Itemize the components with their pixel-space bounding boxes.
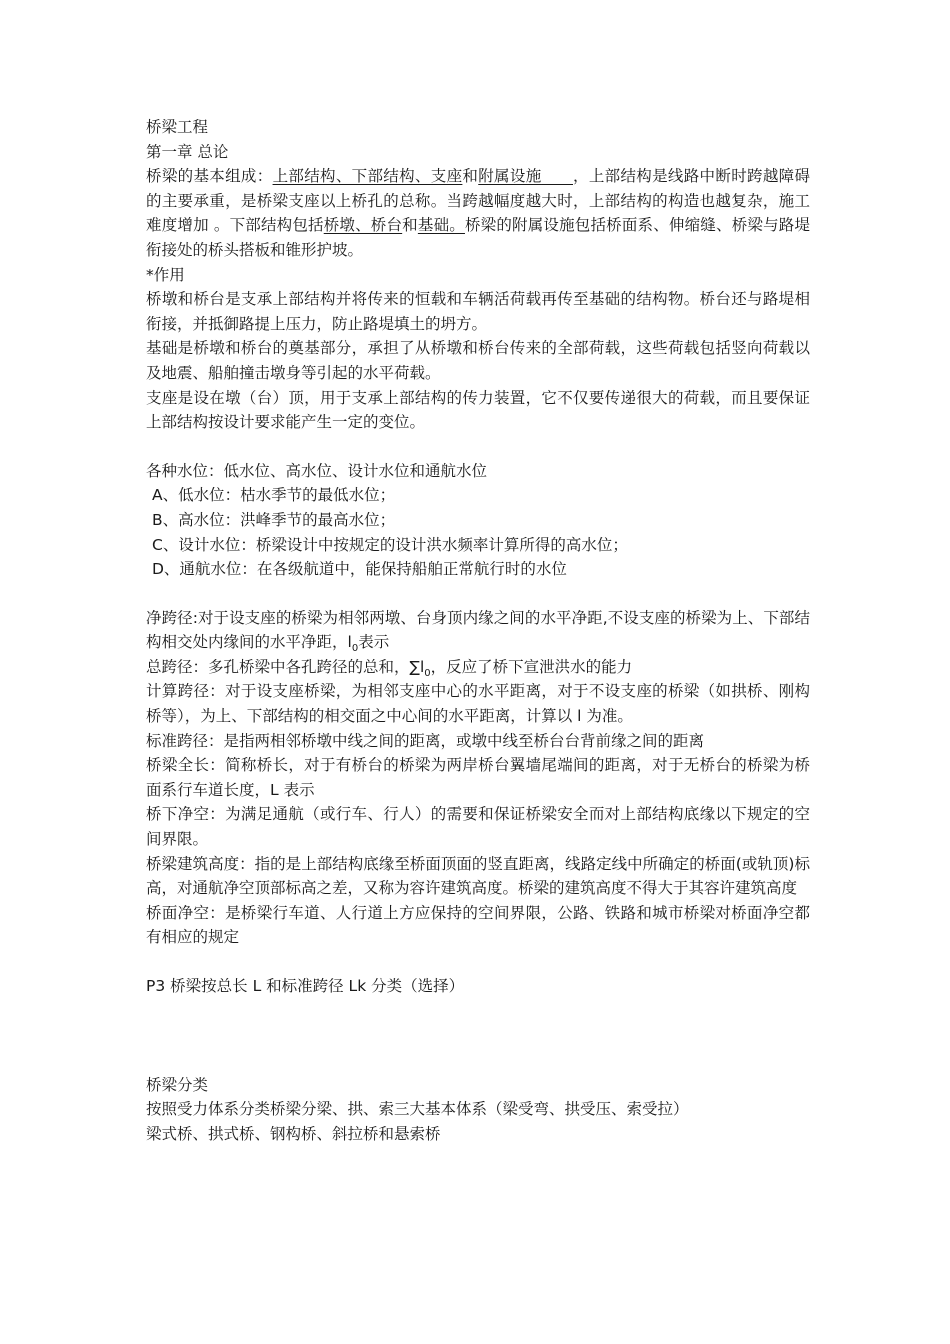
spacer [146, 950, 810, 974]
water-level-heading: 各种水位：低水位、高水位、设计水位和通航水位 [146, 461, 488, 480]
total-span-text: 总跨径：多孔桥梁中各孔跨径的总和，∑ [146, 657, 420, 676]
construction-height-definition: 桥梁建筑高度：指的是上部结构底缘至桥面顶面的竖直距离，线路定线中所确定的桥面(或轨顶)标高，对通航净空顶部标高之差，又称为容许建筑高度。桥梁的建筑高度不得大于其容许建筑高度 [146, 854, 810, 898]
composition-underline-2: 附属设施 [478, 167, 542, 186]
doc-title: 桥梁工程 [146, 118, 209, 136]
composition-underline-4: 基础。 [417, 216, 465, 235]
bridge-length-definition: 桥梁全长：简称桥长，对于有桥台的桥梁为两岸桥台翼墙尾端间的距离，对于无桥台的桥梁为桥面系行车道长度，L 表示 [146, 756, 810, 799]
p3-note: P3 桥梁按总长 L 和标准跨径 Lk 分类（选择） [146, 977, 465, 995]
standard-span-definition: 标准跨径：是指两相邻桥墩中线之间的距离，或墩中线至桥台台背前缘之间的距离 [146, 731, 705, 750]
composition-blank [542, 167, 573, 185]
calculated-span-definition: 计算跨径：对于设支座桥梁，为相邻支座中心的水平距离，对于不设支座的桥梁（如拱桥、刚构桥等），为上、下部结构的相交面之中心间的水平距离，计算以 l 为准。 [146, 682, 810, 726]
water-level-item: C、设计水位：桥梁设计中按规定的设计洪水频率计算所得的高水位； [152, 535, 628, 554]
composition-underline-3: 桥墩、桥台 [323, 216, 403, 235]
chapter-heading: 第一章 总论 [146, 142, 229, 161]
clear-span-definition [146, 606, 810, 655]
classification-line: 按照受力体系分类桥梁分梁、拱、索三大基本体系（梁受弯、拱受压、索受拉） [146, 1100, 689, 1119]
total-span-tail: ，反应了桥下宣泄洪水的能力 [430, 657, 633, 676]
role-paragraph-bearing: 支座是设在墩（台）顶，用于支承上部结构的传力装置，它不仅要传递很大的荷载，而且要保证上部结构按设计要求能产生一定的变位。 [146, 388, 810, 432]
clear-span-symbol: l [347, 633, 352, 652]
total-span-symbol: l [419, 657, 425, 676]
classification-heading: 桥梁分类 [146, 1075, 209, 1094]
composition-text-3: ，上部结构是线路中断时跨越障碍的主要承重，是桥梁支座以上桥孔的总称。当跨越幅度越大时，上部结构的构造也越复杂，施工难度增加 。下部结构包括 [146, 167, 810, 235]
total-span-definition [146, 655, 810, 680]
composition-text-2: 和 [462, 167, 479, 186]
deck-clearance-definition: 桥面净空：是桥梁行车道、人行道上方应保持的空间界限，公路、铁路和城市桥梁对桥面净空都有相应的规定 [146, 903, 810, 947]
spacer [146, 435, 810, 459]
water-level-item: B、高水位：洪峰季节的最高水位； [152, 510, 396, 529]
clear-span-text: 净跨径:对于设支座的桥梁为相邻两墩、台身顶内缘之间的水平净距,不设支座的桥梁为上、下部结构相交处内缘间的水平净距， [146, 608, 810, 652]
role-heading: *作用 [146, 265, 185, 284]
composition-underline-1: 上部结构、下部结构、支座 [272, 167, 463, 186]
composition-paragraph [146, 164, 810, 262]
role-paragraph-foundation: 基础是桥墩和桥台的奠基部分，承担了从桥墩和桥台传来的全部荷载，这些荷载包括竖向荷载以及地震、船舶撞击墩身等引起的水平荷载。 [146, 339, 810, 382]
water-level-item: D、通航水位：在各级航道中，能保持船舶正常航行时的水位 [152, 560, 567, 579]
water-level-item: A、低水位：枯水季节的最低水位； [152, 486, 396, 505]
spacer [146, 999, 810, 1073]
clear-span-subscript: 0 [351, 643, 359, 655]
spacer [146, 582, 810, 606]
role-paragraph-pier: 桥墩和桥台是支承上部结构并将传来的恒载和车辆活荷载再传至基础的结构物。桥台还与路堤相衔接，并抵御路提上压力，防止路堤填土的坍方。 [146, 290, 810, 333]
underbridge-clearance-definition: 桥下净空：为满足通航（或行车、行人）的需要和保证桥梁安全而对上部结构底缘以下规定的空间界限。 [146, 805, 810, 849]
composition-text-1: 桥梁的基本组成： [146, 167, 273, 186]
total-span-subscript: 0 [424, 667, 431, 679]
composition-text-5: 桥梁的附属设施包括桥面系、伸缩缝、桥梁与路堤衔接处的桥头搭板和锥形护坡。 [146, 216, 810, 259]
composition-text-4: 和 [402, 216, 418, 235]
clear-span-tail: 表示 [358, 633, 390, 652]
classification-line: 梁式桥、拱式桥、钢构桥、斜拉桥和悬索桥 [146, 1124, 441, 1143]
